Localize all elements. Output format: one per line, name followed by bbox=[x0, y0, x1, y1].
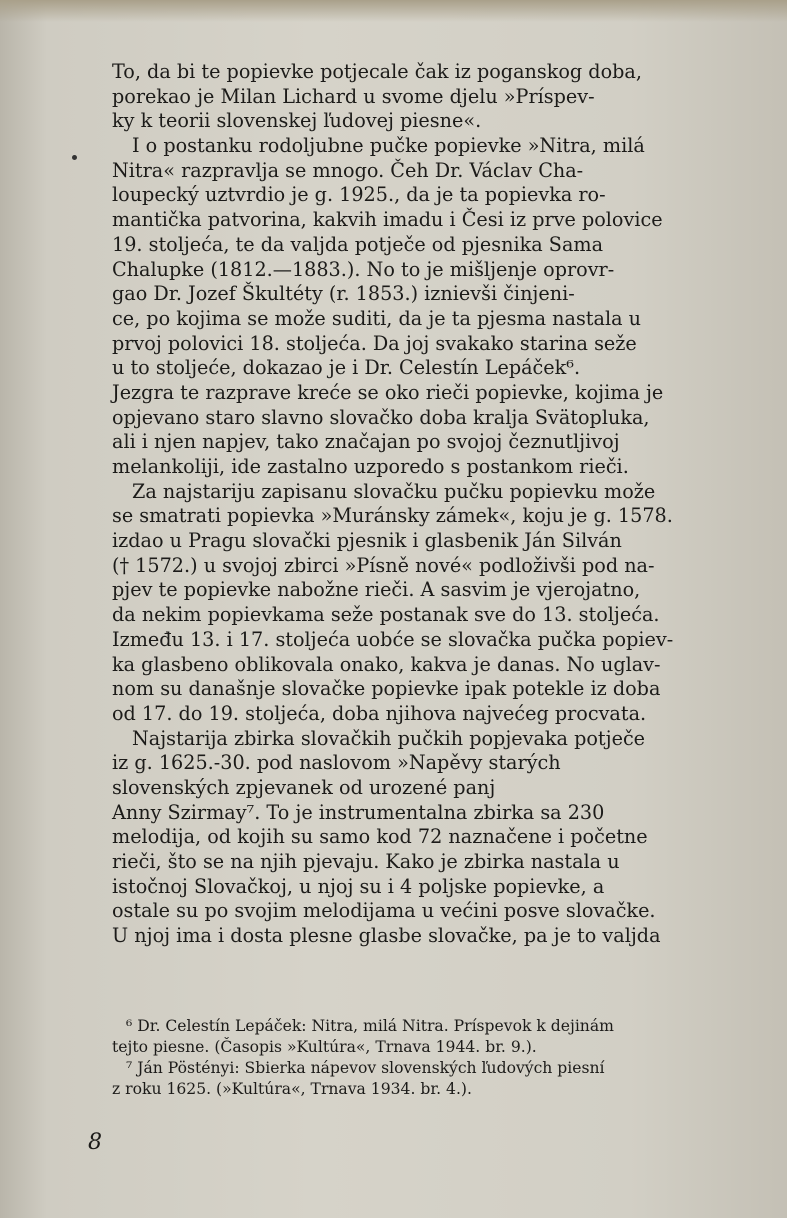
body-line: ce, po kojima se može suditi, da je ta pjesma nastala u bbox=[112, 306, 641, 330]
body-line: ostale su po svojim melodijama u većini posve slovačke. bbox=[112, 899, 656, 923]
body-line: ka glasbeno oblikovala onako, kakva je danas. No uglav- bbox=[112, 652, 661, 676]
body-line: od 17. do 19. stoljeća, doba njihova najvećeg procvata. bbox=[112, 701, 647, 725]
body-line: Anny Szirmay⁷. To je instrumentalna zbirka sa 230 bbox=[112, 800, 605, 824]
body-text bbox=[112, 60, 690, 949]
body-line: istočnoj Slovačkoj, u njoj su i 4 poljske popievke, a bbox=[112, 874, 605, 898]
body-line: melodija, od kojih su samo kod 72 naznačene i početne bbox=[112, 825, 648, 849]
body-line: loupecký uztvrdio je g. 1925., da je ta popievka ro- bbox=[112, 183, 606, 207]
body-line: Između 13. i 17. stoljeća uobće se slovačka pučka popiev- bbox=[112, 627, 674, 651]
body-line: se smatrati popievka »Muránsky zámek«, koju je g. 1578. bbox=[112, 504, 673, 528]
body-line: ky k teorii slovenskej ľudovej piesne«. bbox=[112, 109, 482, 133]
footnote-7: ⁷ Ján Pöstényi: Sbierka nápevov slovenských ľudových piesní bbox=[126, 1059, 605, 1077]
body-line: iz g. 1625.-30. pod naslovom »Napěvy starých bbox=[112, 751, 561, 775]
body-line: Chalupke (1812.—1883.). No to je mišljenje oprovr- bbox=[112, 257, 615, 281]
body-line: To, da bi te popievke potjecale čak iz poganskog doba, bbox=[112, 60, 642, 83]
body-line: mantička patvorina, kakvih imadu i Česi iz prve polovice bbox=[112, 208, 663, 232]
ink-speck bbox=[72, 155, 77, 160]
body-line: prvoj polovici 18. stoljeća. Da joj svakako starina seže bbox=[112, 331, 637, 355]
body-line: opjevano staro slavno slovačko doba kralja Svätopluka, bbox=[112, 405, 650, 429]
body-line: Jezgra te razprave kreće se oko rieči popievke, kojima je bbox=[112, 380, 664, 404]
footnotes bbox=[112, 1016, 692, 1100]
body-line: († 1572.) u svojoj zbirci »Písně nové« podloživši pod na- bbox=[112, 553, 655, 577]
page-number: 8 bbox=[88, 1130, 102, 1155]
footnote-6-cont: tejto piesne. (Časopis »Kultúra«, Trnava 1944. br. 9.). bbox=[112, 1038, 537, 1056]
body-line: da nekim popievkama seže postanak sve do 13. stoljeća. bbox=[112, 603, 660, 627]
body-line: pjev te popievke nabožne rieči. A sasvim je vjerojatno, bbox=[112, 578, 641, 602]
body-line: ali i njen napjev, tako značajan po svojoj čeznutljivoj bbox=[112, 430, 620, 454]
body-line: U njoj ima i dosta plesne glasbe slovačke, pa je to valjda bbox=[112, 924, 661, 948]
body-line: nom su današnje slovačke popievke ipak potekle iz doba bbox=[112, 677, 661, 701]
footnote-7-cont: z roku 1625. (»Kultúra«, Trnava 1934. br. 4.). bbox=[112, 1080, 472, 1098]
page-edge-stain bbox=[0, 0, 787, 22]
body-line: Nitra« razpravlja se mnogo. Čeh Dr. Václav Cha- bbox=[112, 158, 584, 182]
body-line: I o postanku rodoljubne pučke popievke »Nitra, milá bbox=[132, 134, 645, 158]
body-line: slovenských zpjevanek od urozené panj bbox=[112, 775, 496, 799]
body-line: izdao u Pragu slovački pjesnik i glasbenik Ján Silván bbox=[112, 529, 622, 553]
body-line: Najstarija zbirka slovačkih pučkih popjevaka potječe bbox=[132, 726, 646, 750]
body-line: u to stoljeće, dokazao je i Dr. Celestín Lepáček⁶. bbox=[112, 356, 581, 380]
body-line: gao Dr. Jozef Škultéty (r. 1853.) iznievši činjeni- bbox=[112, 282, 575, 306]
footnote-6: ⁶ Dr. Celestín Lepáček: Nitra, milá Nitra. Príspevok k dejinám bbox=[126, 1017, 614, 1035]
body-line: 19. stoljeća, te da valjda potječe od pjesnika Sama bbox=[112, 232, 604, 256]
body-line: Za najstariju zapisanu slovačku pučku popievku može bbox=[132, 479, 656, 503]
body-line: porekao je Milan Lichard u svome djelu »Príspev- bbox=[112, 84, 595, 108]
body-line: rieči, što se na njih pjevaju. Kako je zbirka nastala u bbox=[112, 850, 620, 873]
body-line: melankoliji, ide zastalno uzporedo s postankom rieči. bbox=[112, 455, 629, 478]
